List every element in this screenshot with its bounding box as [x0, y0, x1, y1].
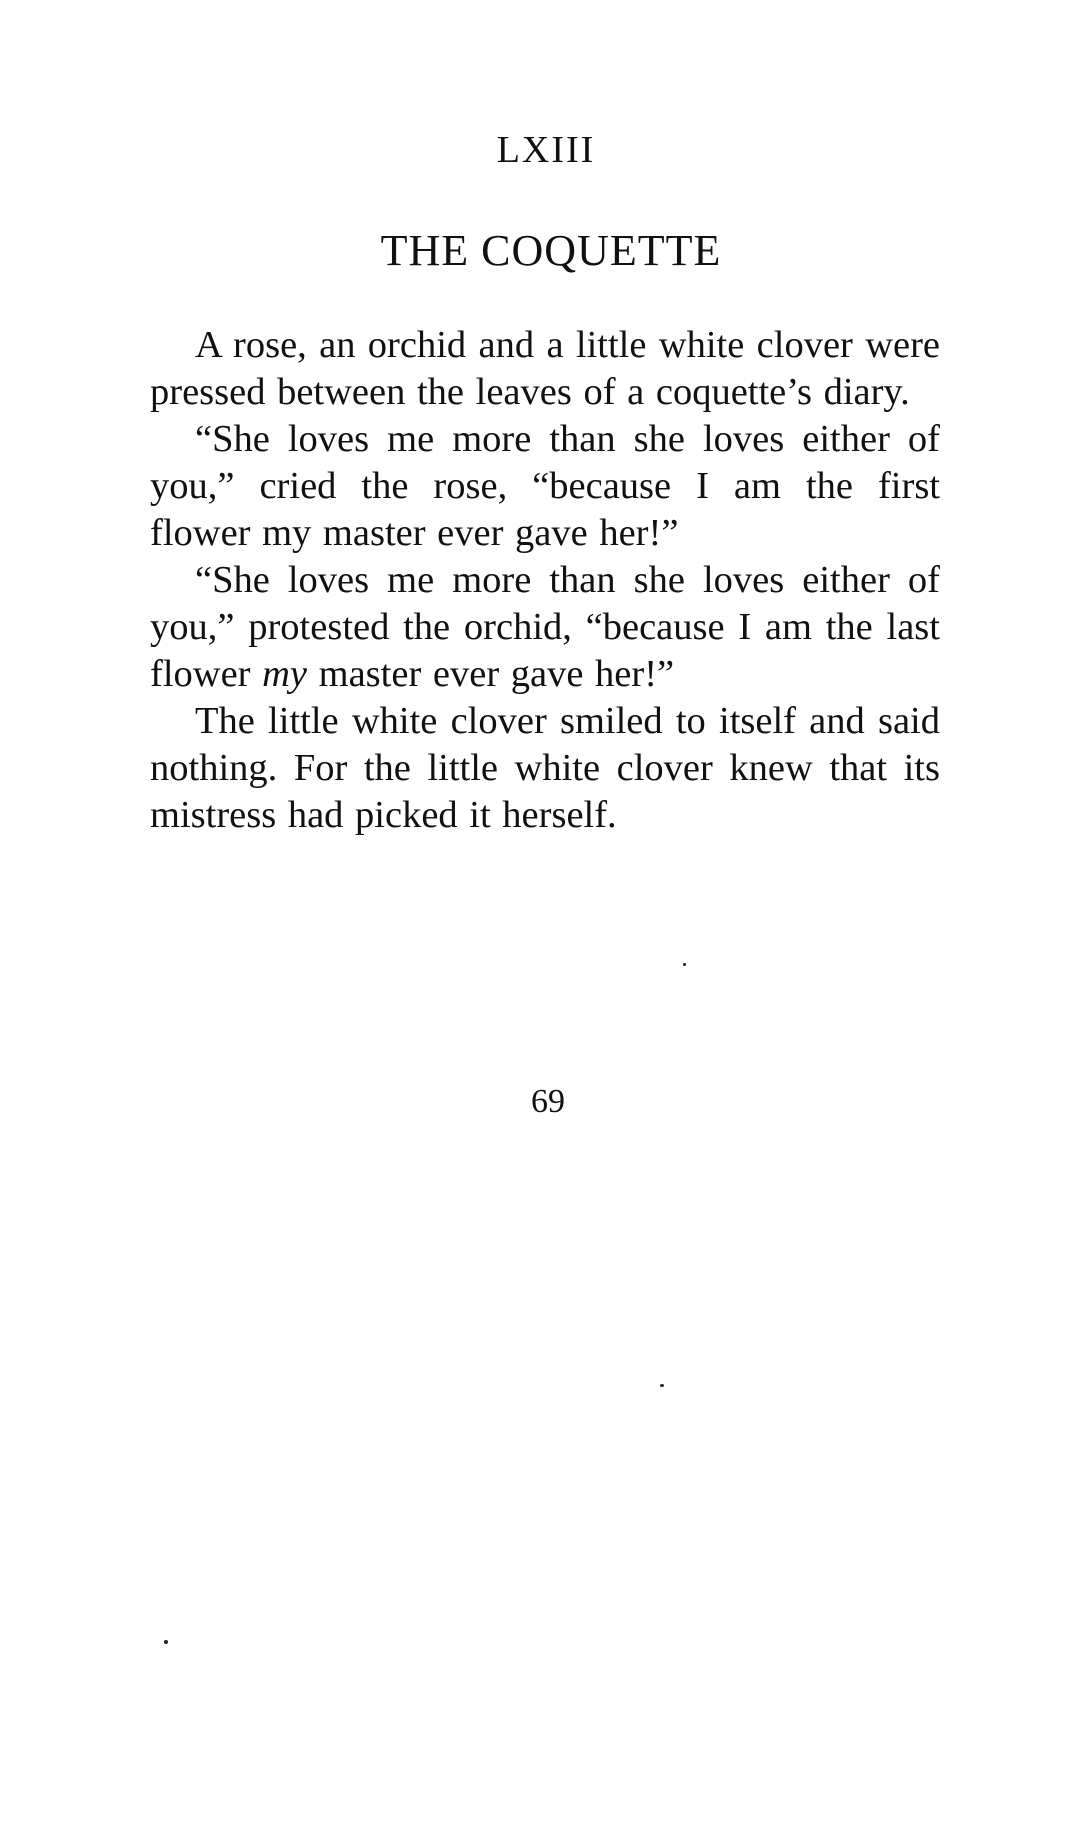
emphasis: my [262, 653, 308, 695]
paragraph: “She loves me more than she loves either of you,” protested the orchid, “because I am the last flower my master ever gave her!” [150, 559, 940, 695]
paragraph: The little white clover smiled to itself and said nothing. For the little white clover knew that its mistress had picked it herself. [150, 700, 940, 836]
chapter-body [150, 322, 940, 839]
print-speck [660, 1384, 664, 1387]
chapter-numeral: LXIII [496, 129, 596, 171]
paragraph: “She loves me more than she loves either of you,” cried the rose, “because I am the first flower my master ever gave her!” [150, 418, 940, 554]
print-speck [683, 963, 686, 966]
chapter-title: THE COQUETTE [380, 226, 722, 275]
page-number: 69 [531, 1083, 565, 1120]
print-speck [164, 1640, 168, 1644]
paragraph: A rose, an orchid and a little white clover were pressed between the leaves of a coquette’s diary. [150, 324, 940, 413]
